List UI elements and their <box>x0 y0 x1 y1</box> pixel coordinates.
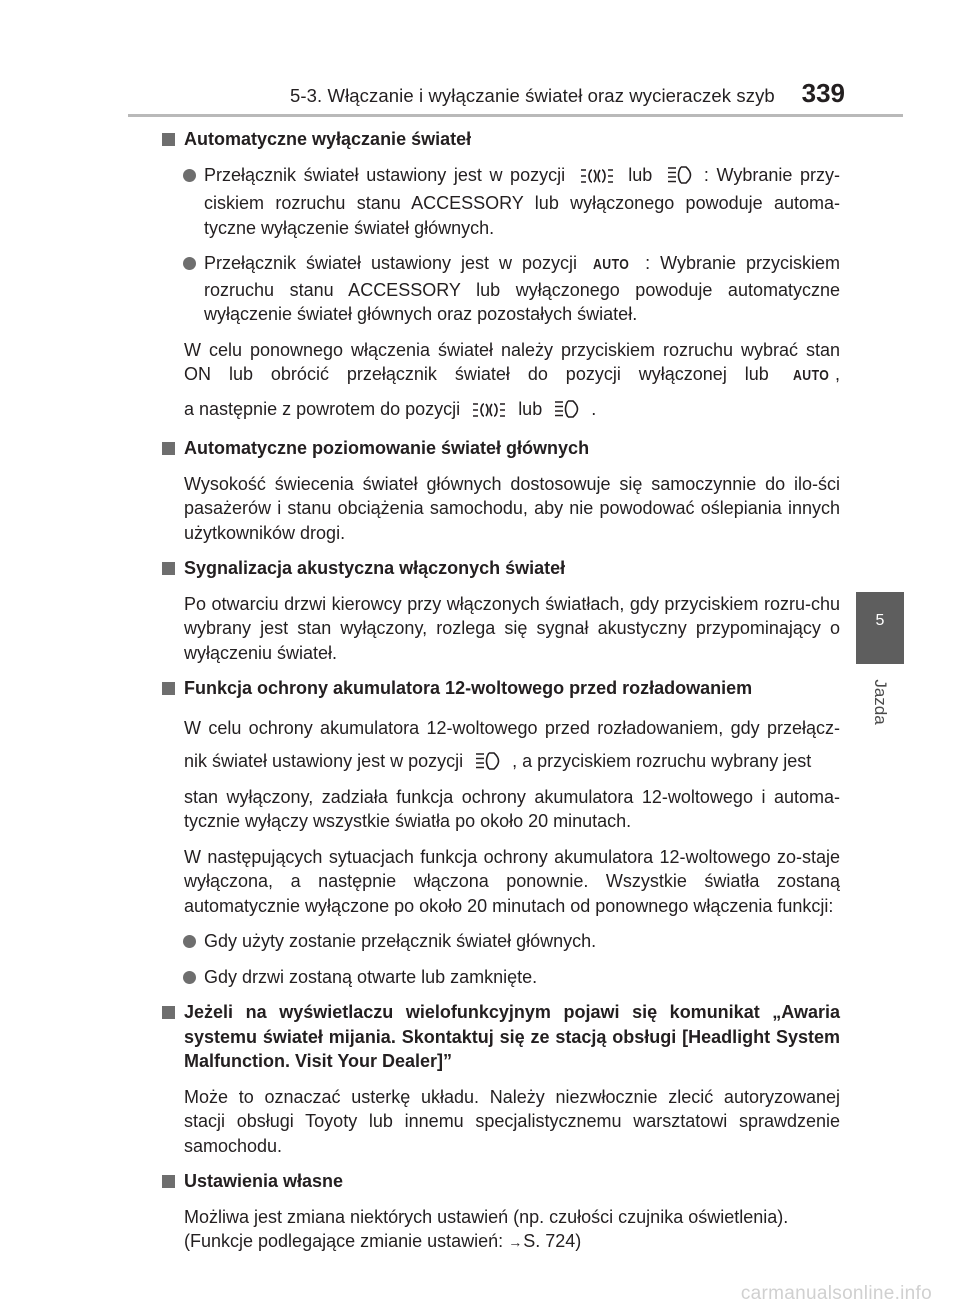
bullet-item: Gdy użyty zostanie przełącznik świateł głównych. <box>160 929 840 954</box>
page-number: 339 <box>801 78 845 108</box>
header-rule <box>128 114 903 117</box>
paragraph: W celu ochrony akumulatora 12-woltowego przed rozładowaniem, gdy przełącz-nik świateł ustawiony jest w pozycji , a przyciskiem rozruchu wybrany jest <box>160 712 840 782</box>
paragraph: W celu ponownego włączenia świateł należy przyciskiem rozruchu wybrać stan ON lub obrócić przełącznik świateł do pozycji wyłączonej lub AUTO , a następnie z powrotem do pozycji lub . <box>160 338 840 426</box>
parking-lights-icon <box>579 167 615 192</box>
chapter-label-text: Jazda <box>871 679 890 725</box>
section-title: 5-3. Włączanie i wyłączanie świateł oraz wycieraczek szyb <box>290 85 775 106</box>
chapter-tab <box>856 592 904 664</box>
paragraph: (Funkcje podlegające zmianie ustawień: →S. 724) <box>184 1231 582 1251</box>
auto-icon: AUTO <box>592 256 630 273</box>
running-header <box>290 80 845 110</box>
paragraph: Wysokość świecenia świateł głównych dostosowuje się samoczynnie do ilo-ści pasażerów i stanu obciążenia samochodu, aby nie powodować oślepiania innych użytkowników drogi. <box>184 473 840 543</box>
bullet-item: Gdy drzwi zostaną otwarte lub zamknięte. <box>160 965 840 990</box>
section-heading: Jeżeli na wyświetlaczu wielofunkcyjnym pojawi się komunikat „Awaria systemu świateł mijania. Skontaktuj się ze stacją obsługi [Headlight System Malfunction. Visit Your Dealer]” <box>160 1000 840 1074</box>
section-heading: Funkcja ochrony akumulatora 12-woltowego przed rozładowaniem <box>160 676 840 701</box>
headlights-icon <box>666 165 698 192</box>
section-heading: Ustawienia własne <box>160 1169 840 1194</box>
auto-icon: AUTO <box>792 367 829 384</box>
paragraph: Po otwarciu drzwi kierowcy przy włączonych światłach, gdy przyciskiem rozru-chu wybrany jest stan wyłączony, rozlega się sygnał akustyczny przypominający o wyłączeniu świateł. <box>184 593 840 663</box>
chapter-number: 5 <box>875 612 885 629</box>
section-heading: Sygnalizacja akustyczna włączonych świateł <box>160 556 840 581</box>
headlights-icon <box>474 749 506 782</box>
page-reference-arrow-icon: → <box>508 1234 523 1250</box>
headlights-icon <box>553 399 585 426</box>
section-heading: Automatyczne poziomowanie świateł głównych <box>160 436 840 461</box>
paragraph: stan wyłączony, zadziała funkcja ochrony akumulatora 12-woltowego i automa-tycznie wyłączy wszystkie światła po około 20 minutach. <box>184 786 840 831</box>
paragraph: Może to oznaczać usterkę układu. Należy niezwłocznie zlecić autoryzowanej stacji obsługi Toyoty lub innemu specjalistycznemu warsztatowi sprawdzenie samochodu. <box>184 1086 840 1156</box>
parking-lights-icon <box>471 401 507 426</box>
paragraph: Możliwa jest zmiana niektórych ustawień (np. czułości czujnika oświetlenia). <box>184 1206 789 1227</box>
paragraph: W następujących sytuacjach funkcja ochrony akumulatora 12-woltowego zo-staje wyłączona, a następnie włączona ponownie. Wszystkie światła zostaną automatycznie wyłączone po około 20 minutach od ponownego włączenia funkcji: <box>184 846 840 916</box>
page-reference-link[interactable]: S. 724) <box>523 1231 582 1251</box>
bullet-item: Przełącznik świateł ustawiony jest w pozycji lub : Wybranie przy-ciskiem rozruchu stanu ACCESSORY lub wyłączonego powoduje automa-tyczne wyłączenie świateł głównych. <box>160 163 840 241</box>
chapter-label <box>856 676 904 728</box>
watermark: carmanualsonline.info <box>740 1283 932 1304</box>
section-heading: Automatyczne wyłączanie świateł <box>160 127 840 152</box>
page-content <box>160 127 840 1266</box>
bullet-item: Przełącznik świateł ustawiony jest w pozycji AUTO : Wybranie przyciskiem rozruchu stanu ACCESSORY lub wyłączonego powoduje automatyczne wyłączenie świateł głównych oraz pozostałych świateł. <box>160 251 840 327</box>
